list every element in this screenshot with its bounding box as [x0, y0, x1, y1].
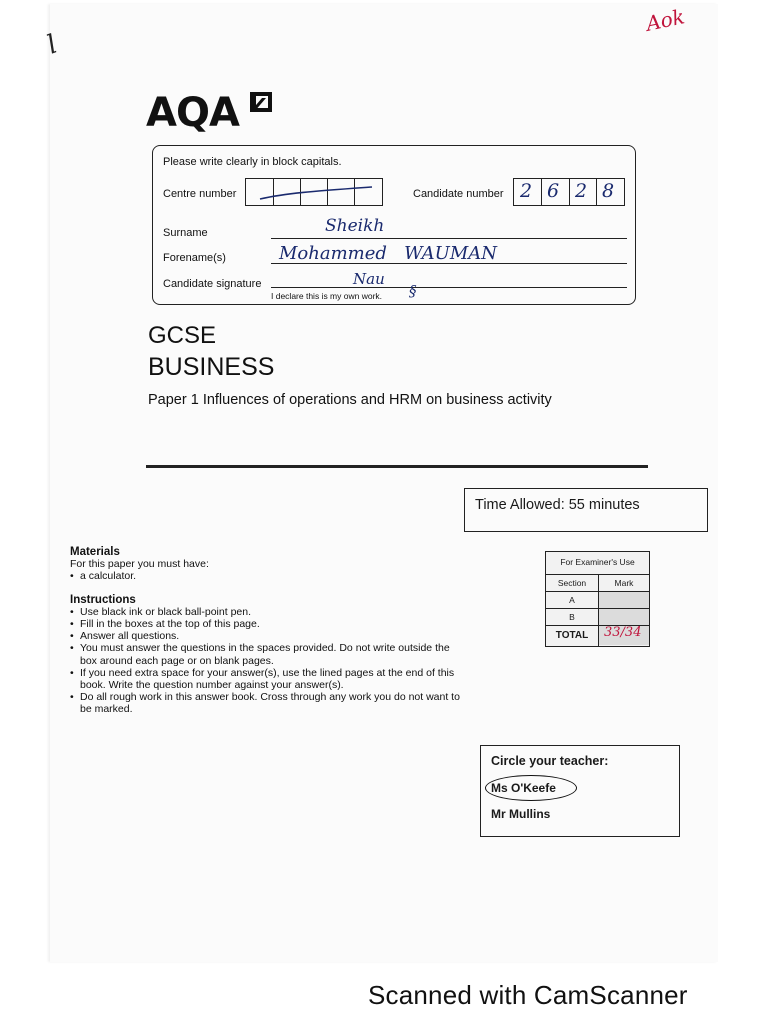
corner-annotation: Aok: [643, 4, 687, 36]
centre-number-label: Centre number: [163, 188, 237, 200]
mark-header: Mark: [614, 578, 634, 588]
examiners-use-table: [545, 551, 650, 647]
teacher-heading: Circle your teacher:: [491, 754, 609, 768]
section-b-row: B: [569, 612, 575, 622]
section-header: Section: [557, 578, 587, 588]
subject-title: BUSINESS: [148, 353, 275, 381]
instructions-list: [70, 606, 460, 716]
time-allowed-box: [464, 488, 708, 532]
candidate-digit-2: 6: [547, 180, 560, 202]
instruction-item: • You must answer the questions in the spaces provided. Do not write outside the box around each page or on blank pages.: [80, 642, 460, 666]
candidate-details-box: [152, 145, 636, 305]
materials-list: [70, 570, 460, 582]
instruction-item: • Fill in the boxes at the top of this page.: [80, 618, 460, 630]
instruction-item: • Answer all questions.: [80, 630, 460, 642]
qualification-title: GCSE: [148, 322, 217, 349]
teacher-option-mullins[interactable]: Mr Mullins: [491, 807, 551, 821]
circle-teacher-box: [480, 745, 680, 837]
instruction-item: • If you need extra space for your answer(s), use the lined pages at the end of this book. Write the question number against your answer(s).: [80, 667, 460, 691]
camscanner-watermark: Scanned with CamScanner: [368, 980, 688, 1010]
forenames-label: Forename(s): [163, 252, 226, 264]
candidate-digit-4: 8: [602, 180, 615, 202]
paper-subtitle: Paper 1 Influences of operations and HRM on business activity: [148, 392, 552, 408]
centre-number-boxes[interactable]: [245, 178, 383, 206]
title-divider: [146, 465, 648, 468]
teacher-option-okeefe[interactable]: Ms O'Keefe: [491, 781, 556, 795]
instructions-heading: Instructions: [70, 593, 136, 606]
materials-intro: For this paper you must have:: [70, 558, 209, 571]
materials-instructions: [70, 546, 460, 716]
aqa-logo-icon: [248, 92, 272, 112]
surname-label: Surname: [163, 227, 208, 239]
declaration-text: I declare this is my own work.: [271, 291, 383, 301]
block-capitals-instruction: Please write clearly in block capitals.: [163, 156, 342, 168]
edge-pen-mark: l: [43, 29, 62, 61]
surname-value[interactable]: Sheikh: [325, 216, 385, 236]
candidate-digit-1: 2: [520, 180, 533, 202]
materials-heading: Materials: [70, 546, 120, 558]
instruction-item: • Do all rough work in this answer book. Cross through any work you do not want to be marked.: [80, 691, 460, 715]
signature-value[interactable]: Nau: [353, 270, 385, 288]
aqa-logo: AQA: [146, 90, 239, 136]
time-allowed-text: Time Allowed: 55 minutes: [475, 497, 640, 513]
instruction-item: • Use black ink or black ball-point pen.: [80, 606, 460, 618]
forenames-value[interactable]: Mohammed WAUMAN: [279, 243, 498, 264]
section-a-row: A: [569, 595, 575, 605]
total-label: TOTAL: [555, 630, 589, 641]
signature-label: Candidate signature: [163, 278, 262, 290]
signature-line: [271, 287, 627, 288]
materials-item: • a calculator.: [80, 570, 460, 582]
candidate-digit-3: 2: [575, 180, 588, 202]
candidate-number-label: Candidate number: [413, 188, 504, 200]
declaration-tick: §: [409, 282, 417, 300]
total-mark: 33/34: [604, 625, 642, 640]
centre-number-crossout: [246, 179, 382, 205]
candidate-number-boxes[interactable]: [513, 178, 625, 206]
examiners-use-title: For Examiner's Use: [560, 557, 635, 567]
surname-line: [271, 238, 627, 239]
